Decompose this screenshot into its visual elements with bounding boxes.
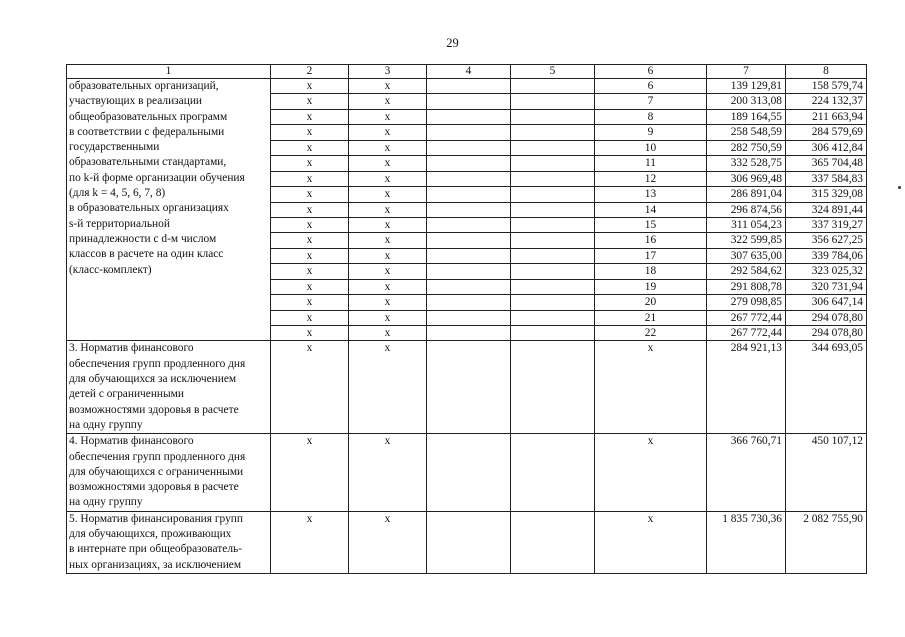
description-line: 4. Норматив финансового bbox=[69, 435, 194, 448]
cell-col3: x bbox=[349, 341, 427, 434]
cell-col8: 365 704,48 bbox=[786, 156, 867, 171]
cell-col8: 324 891,44 bbox=[786, 202, 867, 217]
cell-col7: 322 599,85 bbox=[707, 233, 786, 248]
cell-col6: 22 bbox=[595, 326, 707, 341]
row-description bbox=[67, 341, 271, 434]
description-line: 5. Норматив финансирования групп bbox=[69, 512, 243, 525]
cell-col5 bbox=[511, 217, 595, 232]
cell-col5 bbox=[511, 233, 595, 248]
cell-col8: 339 784,06 bbox=[786, 248, 867, 263]
cell-col4 bbox=[427, 511, 511, 573]
cell-col3: x bbox=[349, 202, 427, 217]
table-row bbox=[67, 79, 867, 94]
cell-col4 bbox=[427, 264, 511, 279]
cell-col4 bbox=[427, 248, 511, 263]
cell-col4 bbox=[427, 171, 511, 186]
header-row bbox=[67, 65, 867, 79]
cell-col4 bbox=[427, 156, 511, 171]
description-line: в образовательных организациях bbox=[69, 202, 229, 215]
cell-col2: x bbox=[271, 279, 349, 294]
cell-col5 bbox=[511, 264, 595, 279]
cell-col8: 450 107,12 bbox=[786, 434, 867, 511]
cell-col7: 279 098,85 bbox=[707, 295, 786, 310]
cell-col8: 2 082 755,90 bbox=[786, 511, 867, 573]
header-cell: 2 bbox=[271, 65, 349, 79]
cell-col5 bbox=[511, 171, 595, 186]
cell-col8: 315 329,08 bbox=[786, 187, 867, 202]
cell-col4 bbox=[427, 310, 511, 325]
cell-col2: x bbox=[271, 202, 349, 217]
margin-mark bbox=[898, 186, 901, 189]
description-line: в интернате при общеобразователь- bbox=[69, 543, 243, 556]
cell-col5 bbox=[511, 310, 595, 325]
cell-col7: 267 772,44 bbox=[707, 310, 786, 325]
cell-col2: x bbox=[271, 94, 349, 109]
cell-col2: x bbox=[271, 187, 349, 202]
cell-col4 bbox=[427, 326, 511, 341]
description-line: обеспечения групп продленного дня bbox=[69, 450, 246, 463]
description-line: (класс-комплект) bbox=[69, 263, 152, 276]
cell-col6: 13 bbox=[595, 187, 707, 202]
cell-col3: x bbox=[349, 94, 427, 109]
cell-col6: 17 bbox=[595, 248, 707, 263]
description-line: участвующих в реализации bbox=[69, 95, 203, 108]
cell-col5 bbox=[511, 295, 595, 310]
cell-col5 bbox=[511, 279, 595, 294]
description-line: возможностями здоровья в расчете bbox=[69, 403, 239, 416]
cell-col2: x bbox=[271, 326, 349, 341]
cell-col5 bbox=[511, 140, 595, 155]
cell-col6: 16 bbox=[595, 233, 707, 248]
cell-col7: 311 054,23 bbox=[707, 217, 786, 232]
cell-col4 bbox=[427, 125, 511, 140]
cell-col7: 306 969,48 bbox=[707, 171, 786, 186]
cell-col5 bbox=[511, 511, 595, 573]
cell-col7: 296 874,56 bbox=[707, 202, 786, 217]
cell-col3: x bbox=[349, 248, 427, 263]
cell-col6: 21 bbox=[595, 310, 707, 325]
cell-col4 bbox=[427, 341, 511, 434]
table-row bbox=[67, 511, 867, 573]
cell-col8: 284 579,69 bbox=[786, 125, 867, 140]
cell-col4 bbox=[427, 202, 511, 217]
description-line: для обучающихся, проживающих bbox=[69, 528, 232, 540]
header-cell: 7 bbox=[707, 65, 786, 79]
cell-col6: 19 bbox=[595, 279, 707, 294]
description-line: образовательными стандартами, bbox=[69, 156, 227, 169]
cell-col7: 366 760,71 bbox=[707, 434, 786, 511]
header-cell: 8 bbox=[786, 65, 867, 79]
cell-col7: 292 584,62 bbox=[707, 264, 786, 279]
cell-col7: 200 313,08 bbox=[707, 94, 786, 109]
cell-col6: 14 bbox=[595, 202, 707, 217]
header-cell: 1 bbox=[67, 65, 271, 79]
description-line: в соответствии с федеральными bbox=[69, 125, 225, 138]
cell-col8: 337 319,27 bbox=[786, 217, 867, 232]
cell-col8: 323 025,32 bbox=[786, 264, 867, 279]
cell-col3: x bbox=[349, 326, 427, 341]
cell-col6: x bbox=[595, 511, 707, 573]
cell-col5 bbox=[511, 434, 595, 511]
cell-col5 bbox=[511, 248, 595, 263]
cell-col5 bbox=[511, 341, 595, 434]
cell-col2: x bbox=[271, 140, 349, 155]
cell-col4 bbox=[427, 140, 511, 155]
cell-col3: x bbox=[349, 264, 427, 279]
cell-col3: x bbox=[349, 233, 427, 248]
cell-col6: 11 bbox=[595, 156, 707, 171]
cell-col7: 189 164,55 bbox=[707, 109, 786, 124]
cell-col6: x bbox=[595, 341, 707, 434]
cell-col4 bbox=[427, 187, 511, 202]
cell-col7: 307 635,00 bbox=[707, 248, 786, 263]
cell-col7: 291 808,78 bbox=[707, 279, 786, 294]
cell-col4 bbox=[427, 279, 511, 294]
description-line: (для k = 4, 5, 6, 7, 8) bbox=[69, 187, 166, 200]
description-line: для обучающихся с ограниченными bbox=[69, 465, 244, 478]
description-line: образовательных организаций, bbox=[69, 80, 219, 92]
cell-col4 bbox=[427, 94, 511, 109]
cell-col8: 344 693,05 bbox=[786, 341, 867, 434]
cell-col3: x bbox=[349, 310, 427, 325]
cell-col7: 332 528,75 bbox=[707, 156, 786, 171]
cell-col2: x bbox=[271, 109, 349, 124]
table-row bbox=[67, 434, 867, 511]
header-cell: 4 bbox=[427, 65, 511, 79]
cell-col8: 337 584,83 bbox=[786, 171, 867, 186]
cell-col4 bbox=[427, 233, 511, 248]
cell-col2: x bbox=[271, 233, 349, 248]
description-line: государственными bbox=[69, 141, 160, 154]
description-line: обеспечения групп продленного дня bbox=[69, 357, 246, 370]
cell-col2: x bbox=[271, 125, 349, 140]
cell-col6: 8 bbox=[595, 109, 707, 124]
description-line: общеобразовательных программ bbox=[69, 110, 228, 123]
description-line: детей с ограниченными bbox=[69, 388, 184, 401]
cell-col7: 1 835 730,36 bbox=[707, 511, 786, 573]
cell-col4 bbox=[427, 295, 511, 310]
cell-col7: 267 772,44 bbox=[707, 326, 786, 341]
cell-col3: x bbox=[349, 140, 427, 155]
cell-col6: 10 bbox=[595, 140, 707, 155]
cell-col5 bbox=[511, 109, 595, 124]
cell-col3: x bbox=[349, 171, 427, 186]
cell-col5 bbox=[511, 94, 595, 109]
cell-col7: 139 129,81 bbox=[707, 79, 786, 94]
cell-col7: 282 750,59 bbox=[707, 140, 786, 155]
header-cell: 3 bbox=[349, 65, 427, 79]
cell-col8: 294 078,80 bbox=[786, 326, 867, 341]
cell-col5 bbox=[511, 187, 595, 202]
cell-col5 bbox=[511, 202, 595, 217]
cell-col8: 158 579,74 bbox=[786, 79, 867, 94]
cell-col8: 356 627,25 bbox=[786, 233, 867, 248]
description-line: ных организациях, за исключением bbox=[69, 558, 242, 571]
cell-col5 bbox=[511, 156, 595, 171]
row-description bbox=[67, 434, 271, 511]
row-description bbox=[67, 511, 271, 573]
description-line: для обучающихся за исключением bbox=[69, 373, 237, 386]
cell-col2: x bbox=[271, 295, 349, 310]
cell-col2: x bbox=[271, 264, 349, 279]
cell-col6: 7 bbox=[595, 94, 707, 109]
cell-col3: x bbox=[349, 125, 427, 140]
description-line: по k-й форме организации обучения bbox=[69, 171, 245, 184]
cell-col6: 15 bbox=[595, 217, 707, 232]
cell-col2: x bbox=[271, 310, 349, 325]
description-line: возможностями здоровья в расчете bbox=[69, 481, 239, 494]
cell-col2: x bbox=[271, 434, 349, 511]
cell-col6: 20 bbox=[595, 295, 707, 310]
cell-col3: x bbox=[349, 217, 427, 232]
cell-col2: x bbox=[271, 511, 349, 573]
cell-col6: 9 bbox=[595, 125, 707, 140]
cell-col6: 12 bbox=[595, 171, 707, 186]
description-line: классов в расчете на один класс bbox=[69, 248, 224, 261]
cell-col8: 306 647,14 bbox=[786, 295, 867, 310]
cell-col2: x bbox=[271, 171, 349, 186]
cell-col4 bbox=[427, 217, 511, 232]
cell-col6: 18 bbox=[595, 264, 707, 279]
cell-col2: x bbox=[271, 156, 349, 171]
cell-col4 bbox=[427, 109, 511, 124]
description-line: на одну группу bbox=[69, 496, 143, 509]
table-row bbox=[67, 341, 867, 434]
cell-col3: x bbox=[349, 279, 427, 294]
cell-col3: x bbox=[349, 109, 427, 124]
cell-col8: 294 078,80 bbox=[786, 310, 867, 325]
cell-col3: x bbox=[349, 434, 427, 511]
cell-col8: 211 663,94 bbox=[786, 109, 867, 124]
cell-col5 bbox=[511, 125, 595, 140]
cell-col5 bbox=[511, 326, 595, 341]
cell-col2: x bbox=[271, 79, 349, 94]
cell-col2: x bbox=[271, 217, 349, 232]
cell-col3: x bbox=[349, 187, 427, 202]
cell-col2: x bbox=[271, 248, 349, 263]
description-line: на одну группу bbox=[69, 418, 143, 431]
description-line: s-й территориальной bbox=[69, 217, 170, 230]
header-cell: 5 bbox=[511, 65, 595, 79]
page-number: 29 bbox=[446, 36, 459, 50]
cell-col8: 224 132,37 bbox=[786, 94, 867, 109]
cell-col2: x bbox=[271, 341, 349, 434]
header-cell: 6 bbox=[595, 65, 707, 79]
cell-col4 bbox=[427, 79, 511, 94]
normatives-table bbox=[66, 64, 867, 574]
description-line: 3. Норматив финансового bbox=[69, 342, 194, 355]
cell-col6: x bbox=[595, 434, 707, 511]
cell-col6: 6 bbox=[595, 79, 707, 94]
cell-col3: x bbox=[349, 295, 427, 310]
cell-col7: 286 891,04 bbox=[707, 187, 786, 202]
cell-col4 bbox=[427, 434, 511, 511]
row-description bbox=[67, 79, 271, 341]
cell-col7: 284 921,13 bbox=[707, 341, 786, 434]
cell-col8: 306 412,84 bbox=[786, 140, 867, 155]
cell-col8: 320 731,94 bbox=[786, 279, 867, 294]
cell-col5 bbox=[511, 79, 595, 94]
cell-col3: x bbox=[349, 79, 427, 94]
cell-col3: x bbox=[349, 511, 427, 573]
cell-col3: x bbox=[349, 156, 427, 171]
cell-col7: 258 548,59 bbox=[707, 125, 786, 140]
description-line: принадлежности с d-м числом bbox=[69, 232, 217, 245]
